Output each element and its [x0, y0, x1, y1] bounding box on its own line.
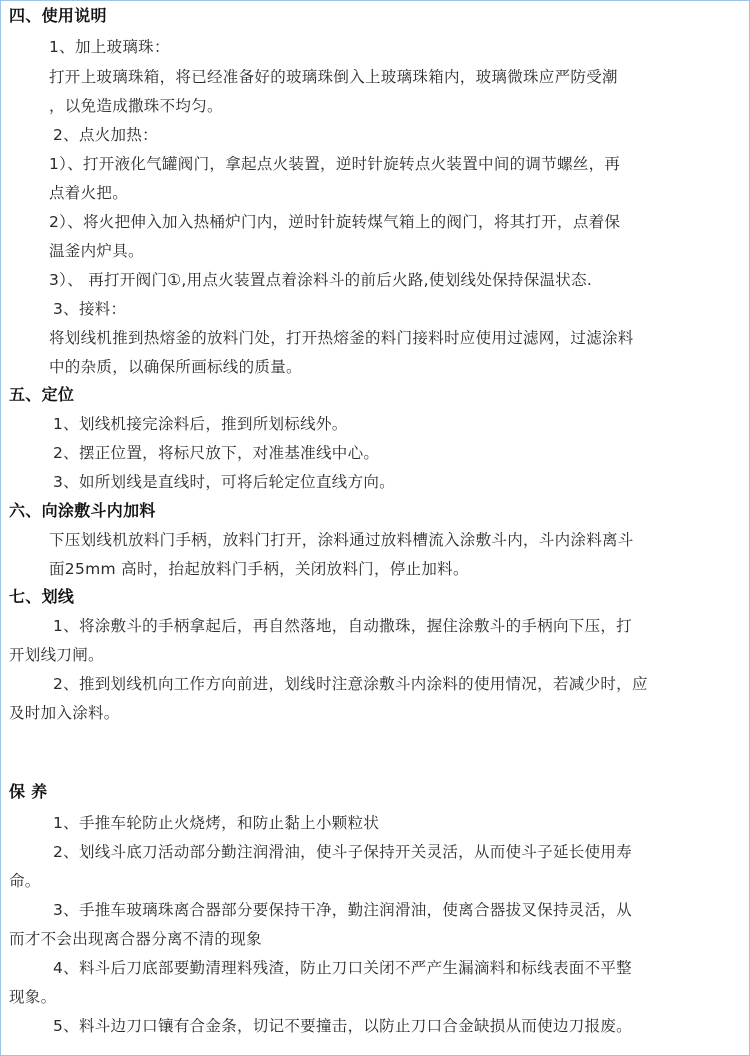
usage-step-3-title: 3、接料：	[53, 300, 127, 318]
usage-text-line: 打开上玻璃珠箱，将已经准备好的玻璃珠倒入上玻璃珠箱内，玻璃微珠应严防受潮	[49, 68, 618, 86]
section-heading-maintenance: 保 养	[9, 782, 48, 801]
maintenance-text-line: 4、料斗后刀底部要勤清理料残渣，防止刀口关闭不严产生漏滴料和标线表面不平整	[53, 959, 632, 977]
usage-text-line: 2）、将火把伸入加入热桶炉门内，逆时针旋转煤气箱上的阀门，将其打开，点着保	[49, 213, 621, 231]
marking-text-line: 1、将涂敷斗的手柄拿起后，再自然落地，自动撒珠，握住涂敷斗的手柄向下压，打	[53, 617, 632, 635]
maintenance-text-line: 命。	[9, 872, 41, 890]
maintenance-text-line: 1、手推车轮防止火烧烤，和防止黏上小颗粒状	[53, 814, 380, 832]
add-material-text-line: 面25mm 高时，抬起放料门手柄，关闭放料门，停止加料。	[49, 560, 469, 578]
positioning-text-line: 1、划线机接完涂料后，推到所划标线外。	[53, 415, 348, 433]
usage-text-line: ，以免造成撒珠不均匀。	[49, 97, 223, 115]
maintenance-text-line: 3、手推车玻璃珠离合器部分要保持干净，勤注润滑油，使离合器拔叉保持灵活，从	[53, 901, 632, 919]
usage-text-line: 中的杂质，以确保所画标线的质量。	[49, 358, 302, 376]
add-material-text-line: 下压划线机放料门手柄，放料门打开，涂料通过放料槽流入涂敷斗内，斗内涂料离斗	[49, 531, 634, 549]
positioning-text-line: 2、摆正位置，将标尺放下，对准基准线中心。	[53, 444, 380, 462]
marking-text-line: 2、推到划线机向工作方向前进，划线时注意涂敷斗内涂料的使用情况，若减少时，应	[53, 675, 648, 693]
usage-text-line: 3）、 再打开阀门①,用点火装置点着涂料斗的前后火路,使划线处保持保温状态.	[49, 271, 593, 289]
marking-text-line: 开划线刀闸。	[9, 646, 104, 664]
section-heading-positioning: 五、定位	[9, 385, 75, 404]
maintenance-text-line: 2、划线斗底刀活动部分勤注润滑油，使斗子保持开关灵活，从而使斗子延长使用寿	[53, 843, 632, 861]
usage-step-1-title: 1、加上玻璃珠：	[49, 38, 170, 56]
maintenance-text-line: 现象。	[9, 988, 57, 1006]
section-heading-add-material: 六、向涂敷斗内加料	[9, 501, 156, 520]
usage-text-line: 1）、打开液化气罐阀门，拿起点火装置，逆时针旋转点火装置中间的调节螺丝，再	[49, 155, 621, 173]
section-heading-usage: 四、使用说明	[9, 6, 107, 25]
marking-text-line: 及时加入涂料。	[9, 704, 120, 722]
maintenance-text-line: 而才不会出现离合器分离不清的现象	[9, 930, 262, 948]
positioning-text-line: 3、如所划线是直线时，可将后轮定位直线方向。	[53, 473, 395, 491]
usage-text-line: 将划线机推到热熔釜的放料门处，打开热熔釜的料门接料时应使用过滤网，过滤涂料	[49, 329, 634, 347]
maintenance-text-line: 5、料斗边刀口镶有合金条，切记不要撞击，以防止刀口合金缺损从而使边刀报废。	[53, 1017, 632, 1035]
usage-text-line: 点着火把。	[49, 184, 129, 202]
usage-step-2-title: 2、点火加热：	[53, 126, 158, 144]
usage-text-line: 温釜内炉具。	[49, 242, 144, 260]
section-heading-marking: 七、划线	[9, 587, 75, 606]
